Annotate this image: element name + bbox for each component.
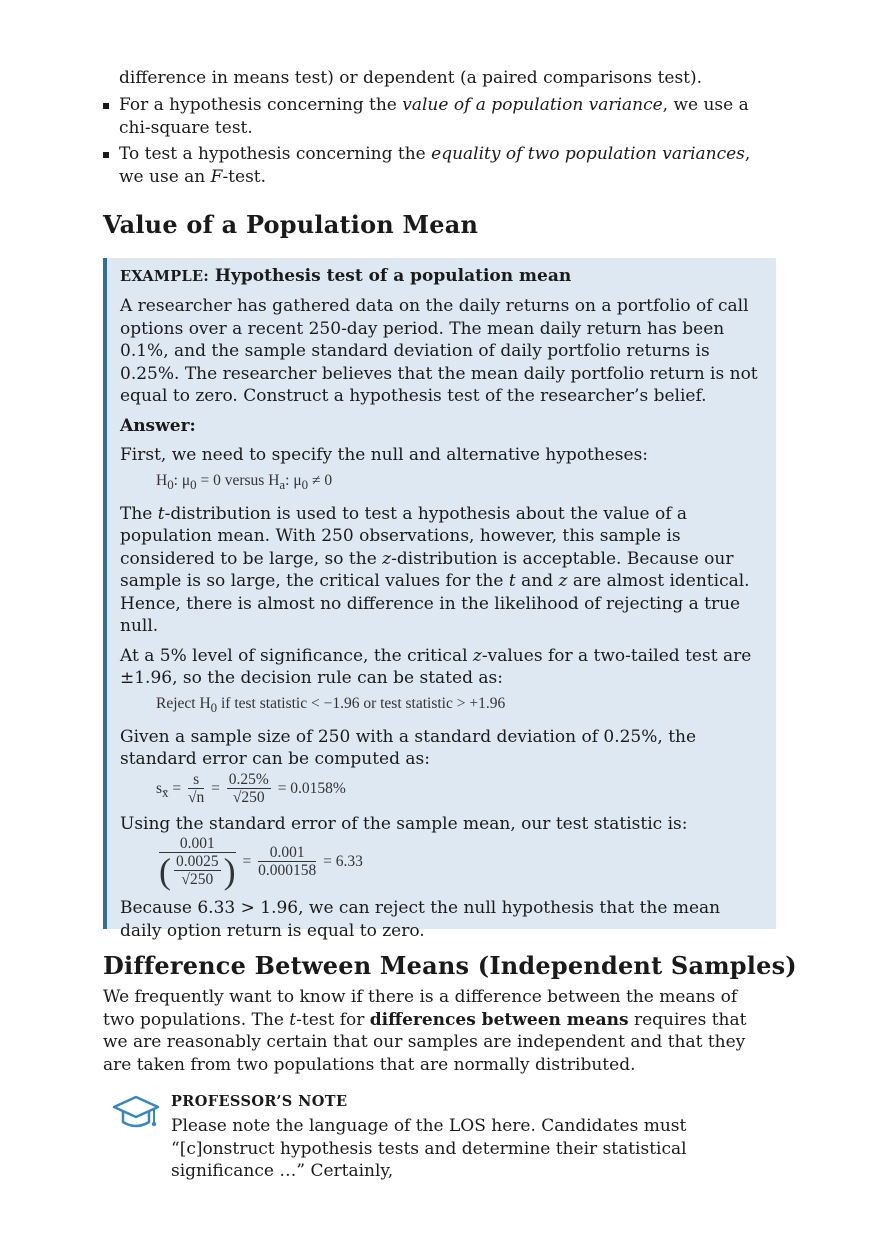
answer-para-4: Given a sample size of 250 with a standard deviation of 0.25%, the standard error can be computed as: [120,726,697,770]
example-problem: A researcher has gathered data on the daily returns on a portfolio of call options over a recent 250-day period. The mean daily return has been 0.1%, and the sample standard deviation of daily portfolio returns is 0.25%. The researcher believes that the mean daily portfolio return is not equal to zero. Construct a hypothesis test of the researcher’s belief. [120,296,758,406]
decision-rule-formula: Reject $H_0$ if test statistic < −1.96 or test statistic > +1.96 [156,694,506,715]
bullet-item: To test a hypothesis concerning the equality of two population variances, we use an F-test. [103,143,773,188]
test-statistic-formula: 0.001 ( $\frac{0.0025}{√250}$ ) = $\frac{0.001}{0.000158}$ = 6.33 [159,835,363,892]
bullet-item: For a hypothesis concerning the value of a population variance, we use a chi-square test. [103,94,773,139]
answer-para-1: First, we need to specify the null and alternative hypotheses: [120,445,649,465]
example-title: EXAMPLE: Hypothesis test of a population mean [120,266,572,286]
professor-note-title: PROFESSOR’S NOTE [171,1093,348,1110]
answer-label: Answer: [120,415,196,436]
example-box [103,258,776,941]
answer-conclusion: Because 6.33 > 1.96, we can reject the null hypothesis that the mean daily option return is equal to zero. [120,898,721,941]
bullet-square-icon [103,152,109,158]
difference-means-paragraph: We frequently want to know if there is a difference between the means of two populations. The t-test for differences between means requires that we are reasonably certain that our samples are independent and that they are taken from two populations that are normally distributed. [103,987,747,1075]
intro-bullet-list [103,94,773,192]
hypotheses-formula: $H_0$: $\mu_0 = 0$ versus $H_a$: $\mu_0 \ne 0$ [156,471,333,492]
answer-para-3: At a 5% level of significance, the critical z-values for a two-tailed test are ±1.96, so the decision rule can be stated as: [120,645,752,689]
standard-error-formula: $s_{x̄}$ = $\frac{s}{√n}$ = $\frac{0.25\%}{√250}$ = 0.0158% [156,770,346,806]
answer-para-5: Using the standard error of the sample mean, our test statistic is: [120,813,688,834]
answer-para-2: The t-distribution is used to test a hypothesis about the value of a population mean. With 250 observations, however, this sample is considered to be large, so the z-distribution is acceptable. Because our sample is so large, the critical values for the t and z are almost identical. Hence, there is almost no difference in the likelihood of rejecting a true null. [120,503,750,637]
intro-continuation: difference in means test) or dependent (a paired comparisons test). [119,68,703,88]
bullet-square-icon [103,103,109,109]
section-heading-difference-means: Difference Between Means (Independent Samples) [103,951,797,980]
professor-note-text: Please note the language of the LOS here. Candidates must “[c]onstruct hypothesis tests and determine their statistical significance …” Certainly, [171,1116,687,1181]
graduation-cap-icon [110,1092,162,1132]
section-heading-population-mean: Value of a Population Mean [103,210,479,239]
